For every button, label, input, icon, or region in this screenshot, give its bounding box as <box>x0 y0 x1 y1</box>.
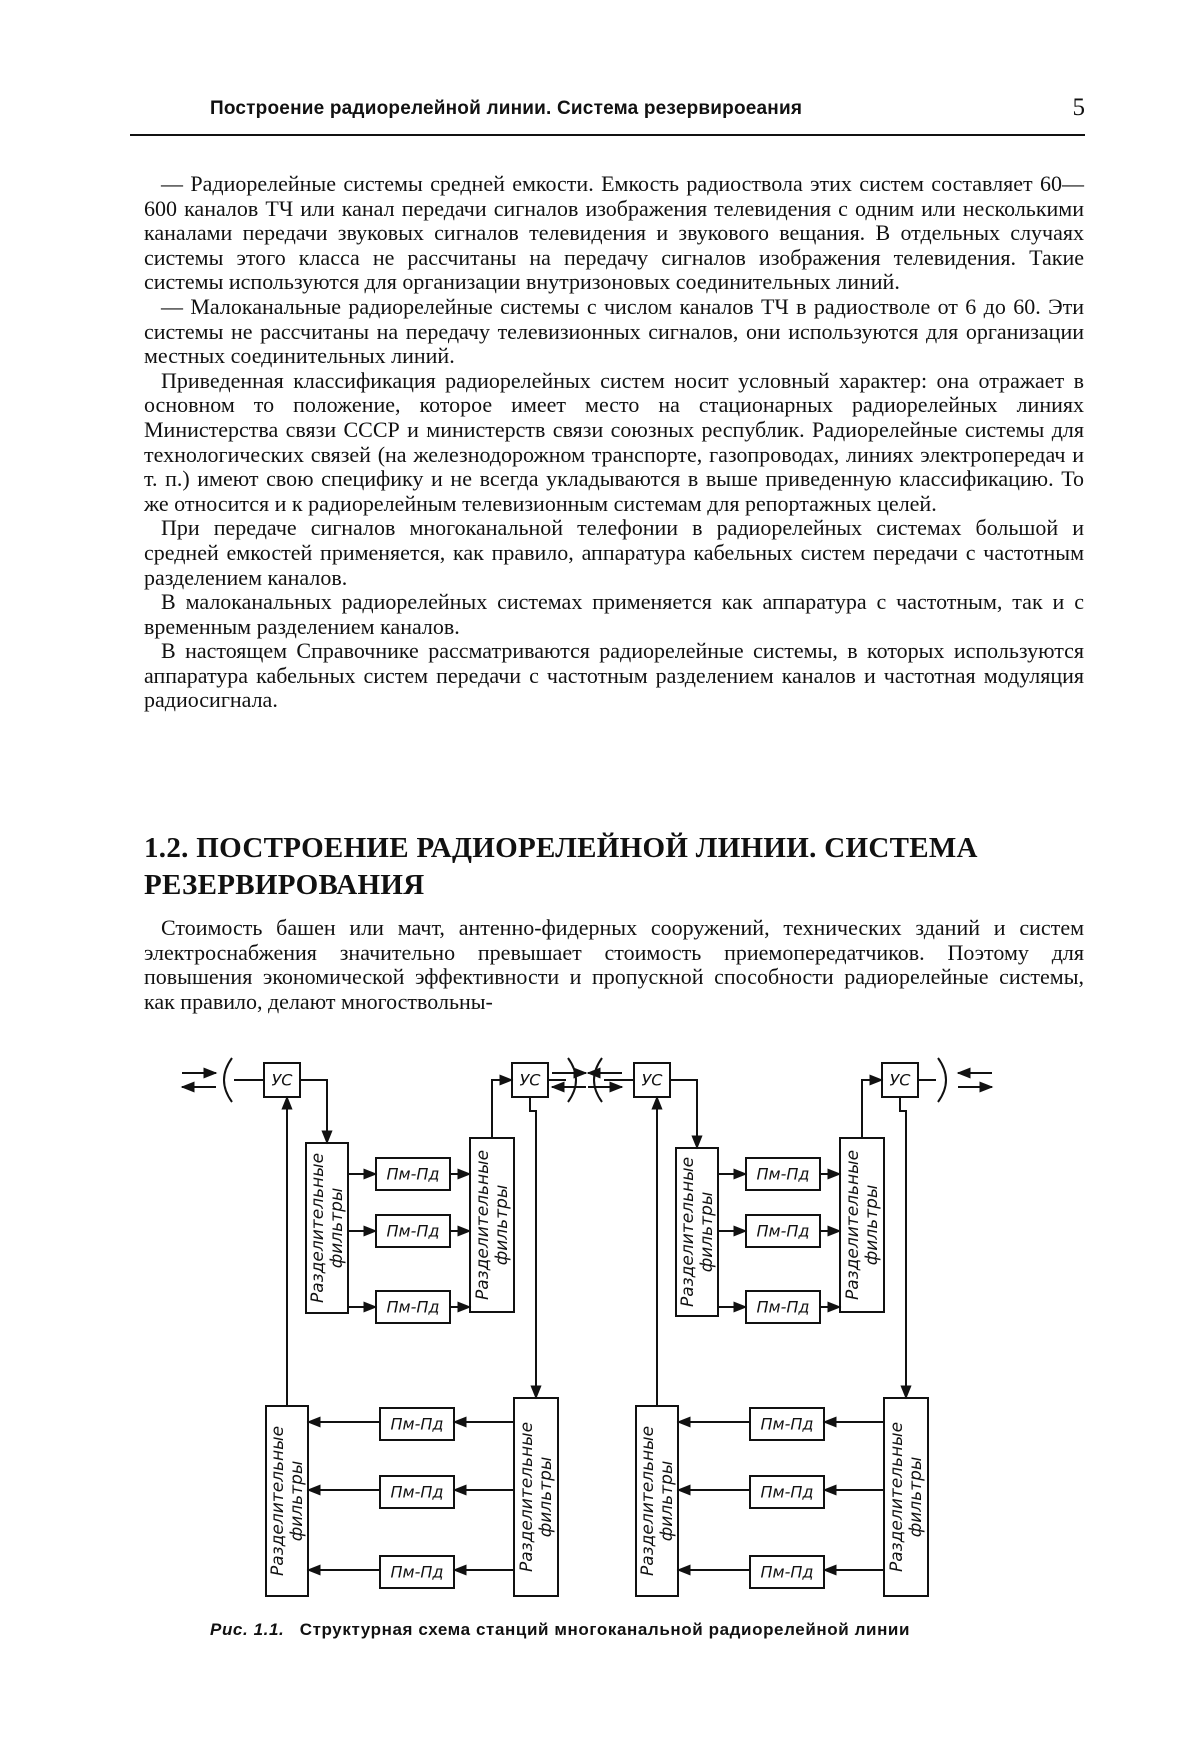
antenna-icon <box>594 1058 602 1102</box>
figure-caption-text: Структурная схема станций многоканальной радиорелейной линии <box>299 1620 911 1639</box>
pm-pd-label: Пм-Пд <box>756 1164 810 1184</box>
paragraph: В малоканальных радиорелейных системах применяется как аппаратура с частотным, так и с временным разделением каналов. <box>144 589 1084 639</box>
signal-arrow <box>530 1097 536 1398</box>
section-title: ПОСТРОЕНИЕ РАДИОРЕЛЕЙНОЙ ЛИНИИ. СИСТЕМА РЕЗЕРВИРОВАНИЯ <box>144 832 978 901</box>
us-label: УС <box>271 1070 293 1090</box>
us-label: УС <box>641 1070 663 1090</box>
signal-arrow <box>862 1080 882 1138</box>
figure-number: Рис. 1.1. <box>210 1620 285 1639</box>
pm-pd-label: Пм-Пд <box>390 1482 444 1502</box>
signal-arrow <box>300 1080 327 1143</box>
paragraph: Приведенная классификация радиорелейных систем носит условный характер: она отражает в основном то положение, которое имеет место на стационарных радиорелейных линиях Министерства связи СССР и министерств связи союзных республик. Радиорелейные системы для технологических связей (на железнодорожном транспорте, газопроводах, линиях электропередач и т. п.) имеют свою специфику и не всегда укладываются в выше приведенную классификацию. То же относится и к радиорелейным телевизионным системам для репортажных целей. <box>144 367 1084 516</box>
separating-filters-label: Разделительныефильтры <box>308 1152 347 1304</box>
signal-arrow <box>900 1097 906 1398</box>
running-head-title: Построение радиорелейной линии. Система резервироеания <box>210 98 803 119</box>
pm-pd-label: Пм-Пд <box>386 1221 440 1241</box>
signal-arrow <box>670 1080 697 1148</box>
separating-filters-label: Разделительныефильтры <box>268 1425 307 1577</box>
us-label: УС <box>519 1070 541 1090</box>
separating-filters-label: Разделительныефильтры <box>473 1149 512 1301</box>
pm-pd-label: Пм-Пд <box>756 1221 810 1241</box>
pm-pd-label: Пм-Пд <box>760 1562 814 1582</box>
pm-pd-label: Пм-Пд <box>390 1562 444 1582</box>
paragraph: — Малоканальные радиорелейные системы с числом каналов ТЧ в радиостволе от 6 до 60. Эти системы не рассчитаны на передачу телевизионных сигналов, они используются для организации местных соединительных линий. <box>144 293 1084 369</box>
antenna-icon <box>224 1058 232 1102</box>
separating-filters-label: Разделительныефильтры <box>638 1425 677 1577</box>
paragraph: Стоимость башен или мачт, антенно-фидерных сооружений, технических зданий и систем электроснабжения значительно превышает стоимость приемопередатчиков. Поэтому для повышения экономической эффективности и пропускной способности радиорелейные системы, как правило, делают многоствольны- <box>144 915 1084 1014</box>
pm-pd-label: Пм-Пд <box>760 1414 814 1434</box>
page-number: 5 <box>1072 94 1085 121</box>
separating-filters-label: Разделительныефильтры <box>517 1421 556 1573</box>
pm-pd-label: Пм-Пд <box>390 1414 444 1434</box>
separating-filters-label: Разделительныефильтры <box>887 1421 926 1573</box>
paragraph: При передаче сигналов многоканальной телефонии в радиорелейных системах большой и средней емкостей применяется, как правило, аппаратура кабельных систем передачи с частотным разделением каналов. <box>144 515 1084 590</box>
paragraph: — Радиорелейные системы средней емкости. Емкость радиоствола этих систем составляет 60—600 каналов ТЧ или канал передачи сигналов изображения телевидения с одним или несколькими каналами передачи звуковых сигналов телевидения и звукового вещания. В отдельных случаях системы этого класса не рассчитаны на передачу сигналов изображения телевидения. Такие системы используются для организации внутризоновых соединительных линий. <box>144 171 1084 295</box>
antenna-icon <box>568 1058 576 1102</box>
separating-filters-label: Разделительныефильтры <box>843 1149 882 1301</box>
pm-pd-label: Пм-Пд <box>760 1482 814 1502</box>
figure-caption <box>210 1620 910 1640</box>
antenna-icon <box>938 1058 946 1102</box>
pm-pd-label: Пм-Пд <box>386 1297 440 1317</box>
pm-pd-label: Пм-Пд <box>386 1164 440 1184</box>
signal-arrow <box>492 1080 512 1138</box>
separating-filters-label: Разделительныефильтры <box>678 1156 717 1308</box>
section-number: 1.2. <box>144 832 189 864</box>
us-label: УС <box>889 1070 911 1090</box>
pm-pd-label: Пм-Пд <box>756 1297 810 1317</box>
paragraph: В настоящем Справочнике рассматриваются радиорелейные системы, в которых используются аппаратура кабельных систем передачи с частотным разделением каналов и частотная модуляция радиосигнала. <box>144 638 1084 713</box>
